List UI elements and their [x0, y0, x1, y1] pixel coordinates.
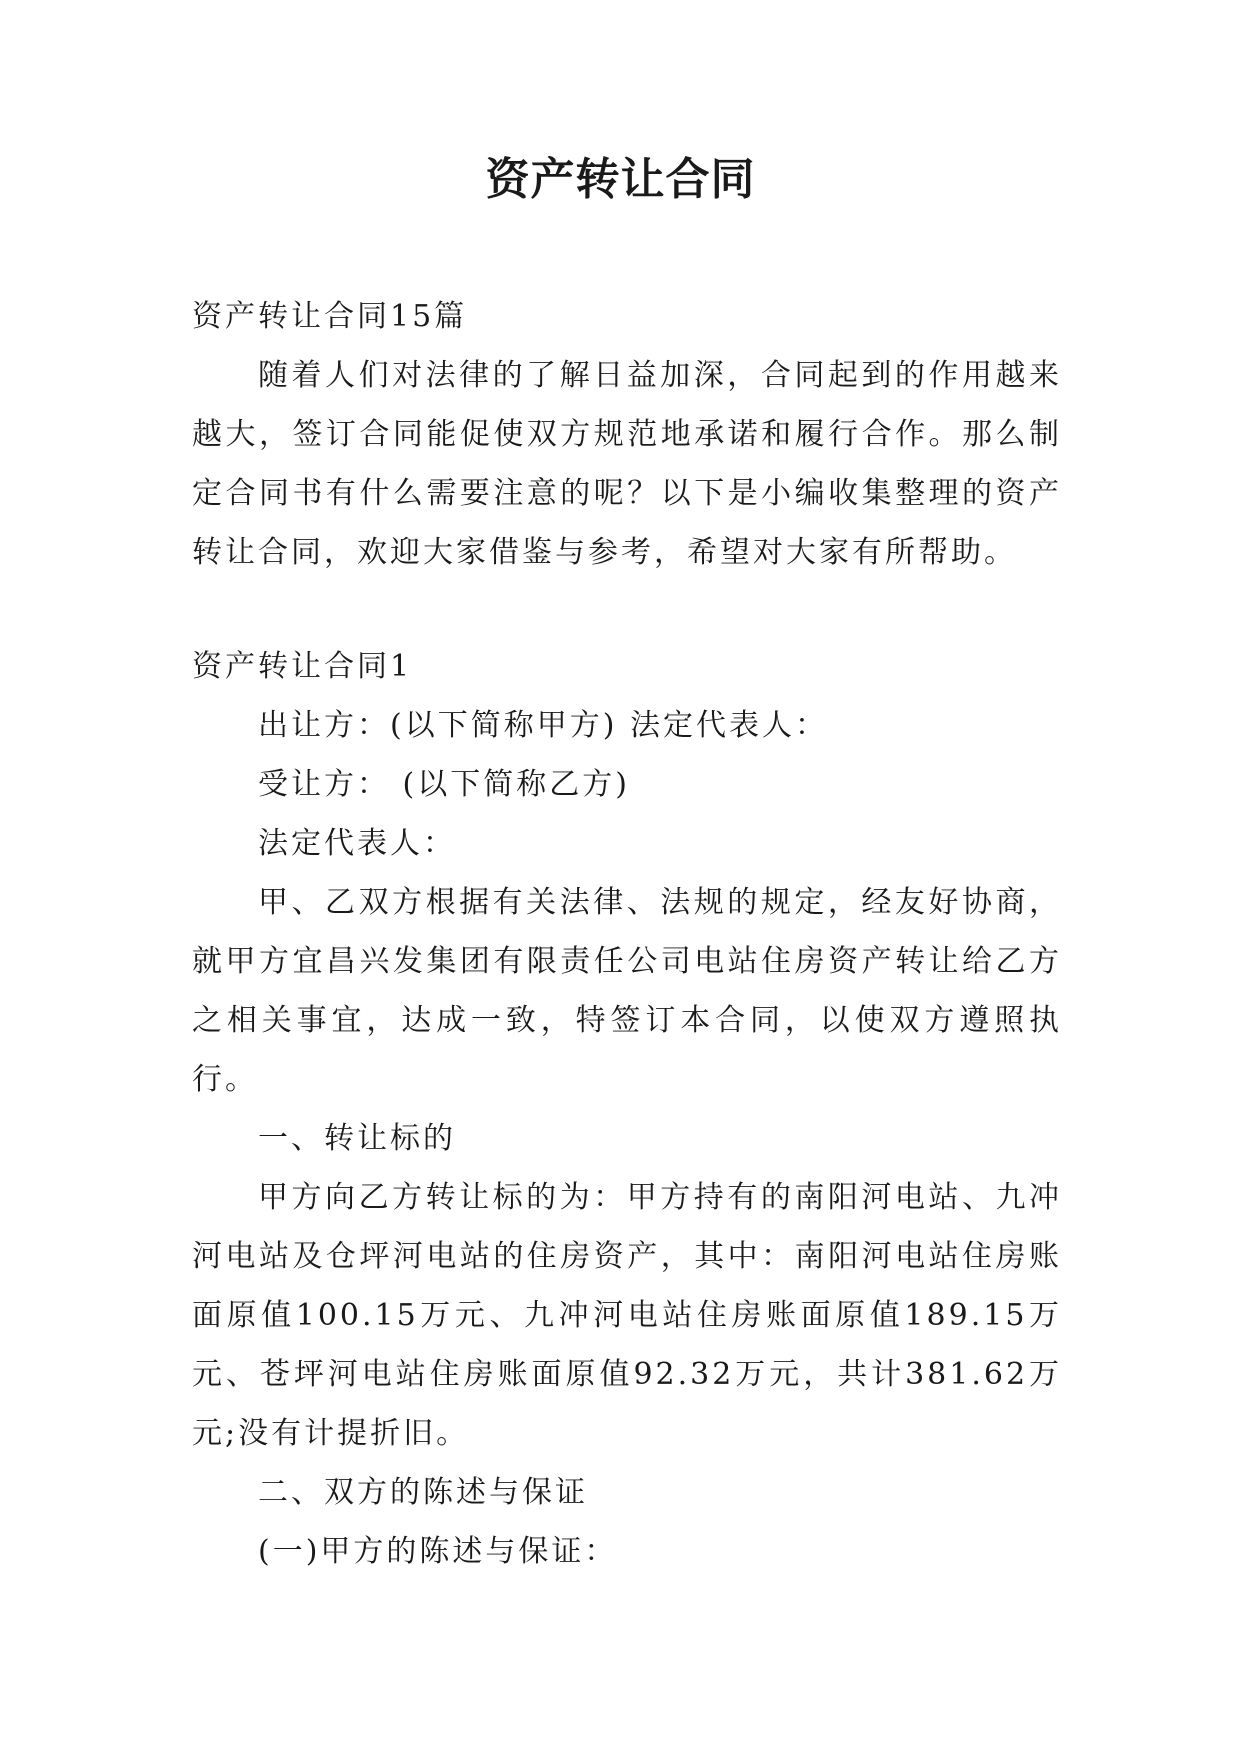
intro-paragraph: 随着人们对法律的了解日益加深，合同起到的作用越来越大，签订合同能促使双方规范地承诺和履行合作。那么制定合同书有什么需要注意的呢？以下是小编收集整理的资产转让合同，欢迎大家借鉴与参考，希望对大家有所帮助。 [192, 358, 1062, 570]
legal-representative-line: 法定代表人： [258, 826, 456, 861]
article-1-heading: 一、转让标的 [258, 1121, 456, 1156]
article-1-body: 甲方向乙方转让标的为：甲方持有的南阳河电站、九冲河电站及仓坪河电站的住房资产，其中：南阳河电站住房账面原值100.15万元、九冲河电站住房账面原值189.15万元、苍坪河电站住房账面原值92.32万元，共计381.62万元;没有计提折旧。 [192, 1180, 1062, 1451]
article-2-subheading: (一)甲方的陈述与保证： [258, 1534, 618, 1569]
section-heading: 资产转让合同1 [192, 649, 413, 684]
article-2-heading: 二、双方的陈述与保证 [258, 1475, 588, 1510]
transferor-line: 出让方：(以下简称甲方) 法定代表人： [258, 708, 828, 743]
transferee-line: 受让方： (以下简称乙方) [258, 767, 630, 802]
collection-heading: 资产转让合同15篇 [192, 299, 468, 334]
paragraph-gap [192, 582, 1062, 637]
document-title: 资产转让合同 [485, 154, 756, 205]
preamble-paragraph: 甲、乙双方根据有关法律、法规的规定，经友好协商，就甲方宜昌兴发集团有限责任公司电站住房资产转让给乙方之相关事宜，达成一致，特签订本合同，以使双方遵照执行。 [192, 885, 1062, 1097]
document-body [192, 287, 1062, 1581]
